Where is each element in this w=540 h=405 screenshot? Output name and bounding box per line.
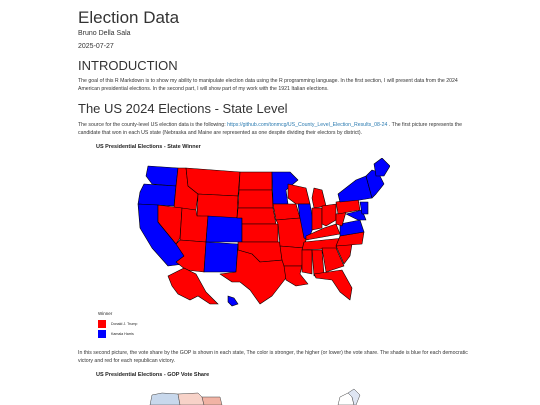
map-legend bbox=[98, 311, 137, 339]
document-title: Election Data bbox=[78, 8, 180, 27]
legend-item-trump bbox=[98, 319, 137, 329]
legend-swatch-red bbox=[98, 320, 106, 328]
legend-swatch-blue bbox=[98, 330, 106, 338]
map-state bbox=[206, 216, 242, 242]
legend-title: Winner bbox=[98, 311, 113, 316]
state-winner-map bbox=[100, 158, 390, 308]
map-state bbox=[197, 194, 238, 218]
map-state bbox=[312, 208, 322, 230]
map-state bbox=[238, 190, 273, 208]
map-state bbox=[288, 184, 310, 204]
vote-share-paragraph: In this second picture, the vote share by the GOP is shown in each state, The color is stronger, the higher (or lower) the vote share. The shade is blue for each democratic victory and red for each republican victory. bbox=[78, 350, 468, 364]
document-date: 2025-07-27 bbox=[78, 43, 114, 50]
map-state bbox=[146, 166, 178, 186]
map-state bbox=[178, 393, 204, 405]
gop-vote-share-map bbox=[138, 387, 398, 405]
map-state bbox=[150, 393, 180, 405]
map-state bbox=[242, 224, 278, 242]
intro-heading: INTRODUCTION bbox=[78, 58, 178, 73]
gop-vote-share-map-title: US Presidential Elections - GOP Vote Share bbox=[96, 372, 210, 378]
us-section-heading: The US 2024 Elections - State Level bbox=[78, 101, 288, 116]
map-state bbox=[302, 250, 312, 274]
legend-item-harris bbox=[98, 329, 137, 339]
map-state bbox=[322, 204, 336, 226]
map-state bbox=[312, 188, 326, 208]
legend-label-trump: Donald J. Trump bbox=[111, 322, 138, 326]
document-author: Bruno Della Sala bbox=[78, 30, 131, 37]
map-state bbox=[374, 158, 390, 176]
map-state bbox=[204, 242, 238, 272]
intro-paragraph: The goal of this R Markdown is to show my ability to manipulate election data using the R programming language. In the first section, I will present data from the 2024 American presidential elections. In the second part, I will show part of my work with the 1921 Italian elections. bbox=[78, 78, 458, 92]
legend-label-harris: Kamala Harris bbox=[111, 332, 134, 336]
map-state bbox=[312, 250, 324, 276]
source-prefix: The source for the county-level US election data is the following: bbox=[78, 122, 228, 128]
map-state bbox=[239, 172, 272, 190]
state-winner-map-title: US Presidential Elections - State Winner bbox=[96, 144, 201, 150]
map-state bbox=[280, 246, 304, 266]
map-state bbox=[273, 204, 300, 220]
map-state bbox=[202, 397, 222, 405]
source-suffix: . The first picture represents the candidate that won in each US state (Nebraska and Maine are represented as one despite dividing their electors by district). bbox=[78, 122, 463, 136]
source-paragraph bbox=[78, 121, 470, 137]
map-state bbox=[138, 184, 176, 206]
map-state-hawaii bbox=[228, 296, 238, 306]
map-state-alaska bbox=[168, 268, 218, 304]
source-link[interactable]: https://github.com/tonmcg/US_County_Level_Election_Results_08-24 bbox=[227, 122, 388, 128]
map-state bbox=[314, 270, 352, 300]
map-state bbox=[237, 208, 276, 224]
